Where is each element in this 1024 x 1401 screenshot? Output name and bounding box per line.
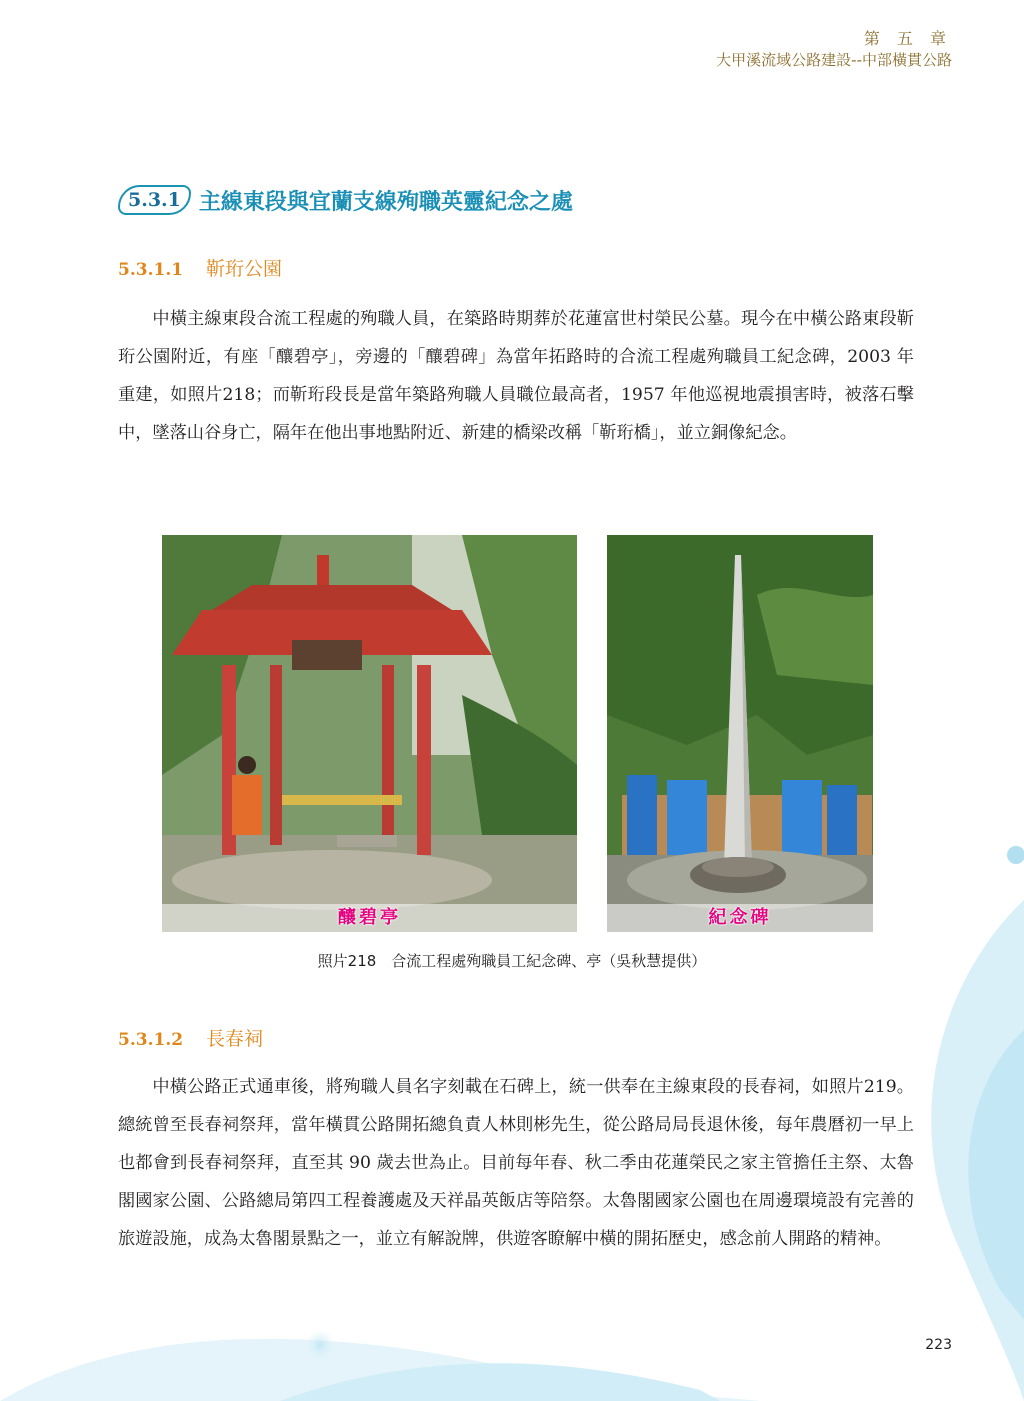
body-paragraph-1: 中橫主線東段合流工程處的殉職人員，在築路時期葬於花蓮富世村榮民公墓。現今在中橫公路東段靳珩公園附近，有座「釀碧亭」，旁邊的「釀碧碑」為當年拓路時的合流工程處殉職員工紀念碑，2003 年重建，如照片218；而靳珩段長是當年築路殉職人員職位最高者，1957 年他巡視地震損害時，被落石擊中，墜落山谷身亡，隔年在他出事地點附近、新建的橋梁改稱「靳珩橋」，並立銅像紀念。 [118, 309, 914, 443]
monument-label: 紀念碑 [607, 904, 873, 932]
subsection-heading-2 [118, 1024, 263, 1051]
chapter-header [716, 28, 952, 70]
monument-image [607, 535, 873, 932]
chapter-number: 第 五 章 [863, 29, 952, 48]
monument-photo [607, 535, 873, 932]
section-number: 5.3.1 [118, 185, 191, 215]
section-heading [118, 178, 573, 222]
subsection-heading-1 [118, 254, 282, 281]
pavilion-photo [162, 535, 577, 932]
subsection-title: 長春祠 [206, 1028, 264, 1050]
subsection-number: 5.3.1.2 [118, 1030, 184, 1050]
pavilion-image [162, 535, 577, 932]
subsection-title: 靳珩公園 [206, 258, 283, 280]
photo-caption: 照片218 合流工程處殉職員工紀念碑、亭（吳秋慧提供） [317, 952, 707, 970]
page-number: 223 [925, 1337, 952, 1353]
subsection-number: 5.3.1.1 [118, 260, 184, 280]
body-paragraph-2: 中橫公路正式通車後，將殉職人員名字刻載在石碑上，統一供奉在主線東段的長春祠，如照片219。總統曾至長春祠祭拜，當年橫貫公路開拓總負責人林則彬先生，從公路局局長退休後，每年農曆初一早上也都會到長春祠祭拜，直至其 90 歲去世為止。目前每年春、秋二季由花蓮榮民之家主管擔任主祭、太魯閣國家公園、公路總局第四工程養護處及天祥晶英飯店等陪祭。太魯閣國家公園也在周邊環境設有完善的旅遊設施，成為太魯閣景點之一，並立有解說牌，供遊客瞭解中橫的開拓歷史，感念前人開路的精神。 [118, 1077, 914, 1249]
pavilion-label: 釀碧亭 [162, 904, 577, 932]
chapter-title: 大甲溪流域公路建設--中部橫貫公路 [716, 51, 952, 69]
section-title: 主線東段與宜蘭支線殉職英靈紀念之處 [198, 189, 573, 215]
